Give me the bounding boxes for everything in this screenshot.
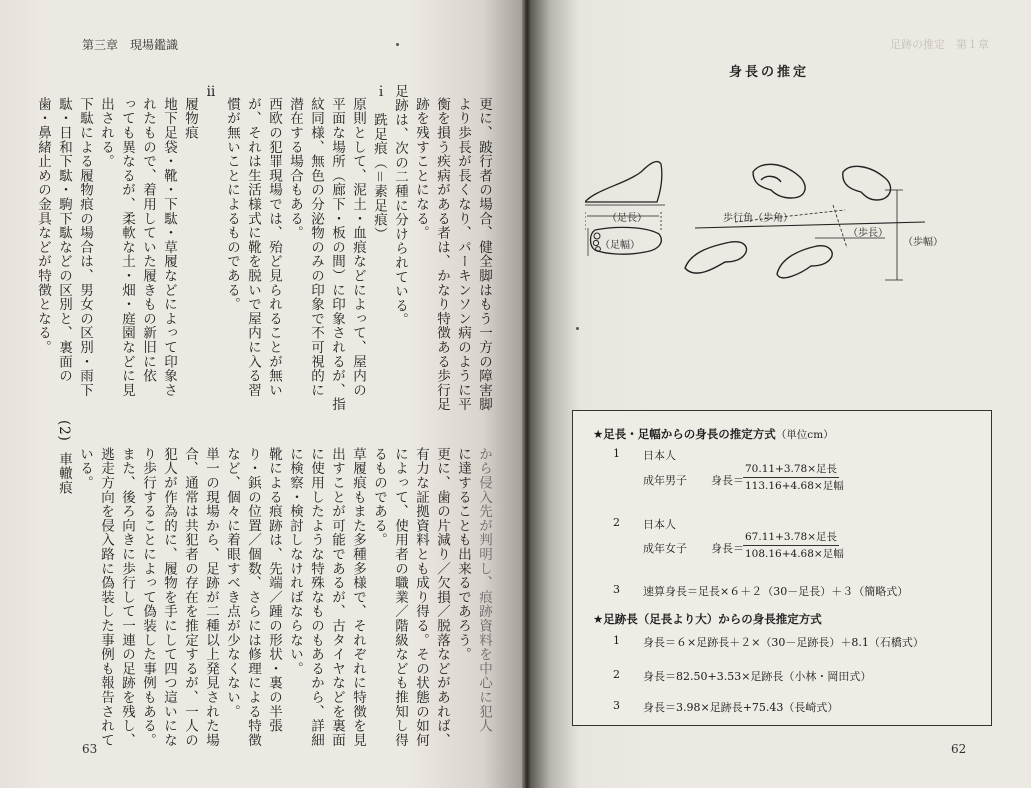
text-column: 犯人が作為的に、履物を手にして四つ這いにな bbox=[161, 447, 177, 748]
text-column: いる。 bbox=[77, 447, 93, 490]
diagram-title: 身長の推定 bbox=[728, 65, 809, 80]
label-foot-length: （足長） bbox=[607, 213, 647, 224]
text-column: 跡を残すことになる。 bbox=[413, 97, 429, 240]
item-number: 3 bbox=[613, 583, 620, 596]
text-column: 平面な場所（廊下・板の間）に印象されるが、指 bbox=[329, 97, 345, 412]
formula-header-2: ★足跡長（足長より大）からの身長推定方式 bbox=[593, 612, 822, 626]
text-column: に使用したような特殊なものもあるから、詳細 bbox=[308, 447, 324, 748]
formula-text: 身長＝６×足跡長＋２×（30－足跡長）＋8.1（石橋式） bbox=[643, 636, 924, 649]
formula-header-1 bbox=[593, 426, 834, 442]
formula-denominator: 108.16+4.68×足幅 bbox=[745, 548, 844, 560]
text-column: り・鋲の位置／個数、さらには修理による特徴 bbox=[245, 447, 261, 748]
text-column: より歩長が長くなり、パーキンソン病のように平 bbox=[455, 97, 471, 412]
text-column: から侵入先が判明し、痕跡資料を中心に犯人 bbox=[476, 447, 492, 733]
formula-lhs: 身長＝ bbox=[711, 542, 744, 555]
right-page bbox=[530, 0, 1031, 788]
text-column: 紋同様、無色の分泌物のみの印象で不可視的に bbox=[308, 97, 324, 398]
section-number: (2) bbox=[56, 420, 72, 442]
text-column: 更に、歯の片減り／欠損／脱落などがあれば、 bbox=[434, 447, 450, 748]
text-column: によって、使用者の職業／階級なども推知し得 bbox=[392, 447, 408, 748]
item-sub-label: 成年女子 bbox=[643, 542, 687, 555]
item-number: 2 bbox=[613, 516, 620, 529]
item-label: 日本人 bbox=[643, 518, 676, 531]
faint-header: 足跡の推定 第１章 bbox=[890, 38, 989, 51]
item-sub-label: 成年男子 bbox=[643, 474, 687, 487]
formula-numerator: 67.11+3.78×足長 bbox=[743, 529, 839, 546]
text-column: れたもので、着用していた履きもの新旧に依 bbox=[140, 97, 156, 383]
text-column: 出すことが可能であるが、古タイヤなどを裏面 bbox=[329, 447, 345, 748]
text-column: など、個々に着眼すべき点が少なくない。 bbox=[224, 447, 240, 719]
text-column: 靴による痕跡は、先端／踵の形状・裏の半張 bbox=[266, 447, 282, 733]
text-column: 更に、跛行者の場合、健全脚はもう一方の障害脚 bbox=[476, 97, 492, 412]
text-column: 西欧の犯罪現場では、殆ど見られることが無い bbox=[266, 97, 282, 398]
text-column: が、それは生活様式に靴を脱いで屋内に入る習 bbox=[245, 97, 261, 398]
decorative-dot bbox=[576, 327, 579, 330]
label-step-width: （歩幅） bbox=[903, 237, 943, 248]
formula-denominator: 113.16+4.68×足幅 bbox=[745, 480, 844, 492]
text-column: 合、通常は共犯者の存在を推定するが、一人の bbox=[182, 447, 198, 748]
text-column: るものである。 bbox=[371, 447, 387, 548]
text-column: り歩行することによって偽装した事例もある。 bbox=[140, 447, 156, 748]
text-column: 下駄による履物痕の場合は、男女の区別・雨下 bbox=[77, 97, 93, 398]
text-column: に達することも出来るであろう。 bbox=[455, 447, 471, 662]
item-number: 1 bbox=[613, 447, 620, 460]
text-column: 地下足袋・靴・下駄・草履などによって印象さ bbox=[161, 97, 177, 398]
formula-text: 速算身長＝足長×６＋２（30－足長）＋３（簡略式） bbox=[643, 585, 909, 598]
page-header: 第三章 現場鑑識 bbox=[82, 38, 179, 52]
text-column: 足跡は、次の二種に分けられている。 bbox=[392, 84, 408, 328]
label-walk-angle: 歩行角（歩角） bbox=[723, 213, 793, 224]
text-column: 原則として、泥土・血痕などによって、屋内の bbox=[350, 97, 366, 398]
page-number: 62 bbox=[951, 742, 967, 756]
text-column: 単一の現場から、足跡が二種以上発見された場 bbox=[203, 447, 219, 748]
formula-text: 身長＝3.98×足跡長+75.43（長崎式） bbox=[643, 701, 839, 714]
formula-header-1-text: ★足長・足幅からの身長の推定方式 bbox=[593, 427, 776, 441]
text-column: ⅱ bbox=[203, 84, 219, 101]
text-column: ｉ 跣足痕（＝素足痕） bbox=[371, 84, 387, 242]
label-foot-width: （足幅） bbox=[600, 240, 640, 251]
decorative-dot bbox=[396, 43, 399, 46]
text-column: 歯・鼻緒止めの金具などが特徴となる。 bbox=[35, 97, 51, 355]
formula-header-1-unit: （単位cm） bbox=[775, 429, 834, 441]
text-column: 逃走方向を侵入路に偽装した事例も報告されて bbox=[98, 447, 114, 748]
section-title: 車轍痕 bbox=[56, 452, 72, 495]
text-column: 慣が無いことによるものである。 bbox=[224, 97, 240, 312]
item-number: 1 bbox=[613, 634, 620, 647]
page-number: 63 bbox=[82, 742, 98, 756]
text-column: 有力な証拠資料とも成り得る。その状態の如何 bbox=[413, 447, 429, 748]
footprint-diagram bbox=[585, 150, 975, 300]
formula-box bbox=[572, 410, 992, 726]
text-column: っても異なるが、柔軟な土・畑・庭園などに見 bbox=[119, 97, 135, 398]
text-column: 出される。 bbox=[98, 97, 114, 169]
text-column: 潜在する場合もある。 bbox=[287, 97, 303, 240]
text-column: また、後ろ向きに歩行して一連の足跡を残し、 bbox=[119, 447, 135, 748]
text-column: 衡を損う疾病がある者は、かなり特徴ある歩行足 bbox=[434, 97, 450, 412]
text-column: 草履痕もまた多種多様で、それぞれに特徴を見 bbox=[350, 447, 366, 748]
text-column: 駄・日和下駄・駒下駄などの区別と、裏面の bbox=[56, 97, 72, 383]
item-label: 日本人 bbox=[643, 449, 676, 462]
label-step-length: （歩長） bbox=[848, 228, 888, 239]
text-column: 履物痕 bbox=[182, 97, 198, 140]
formula-lhs: 身長＝ bbox=[711, 474, 744, 487]
item-number: 3 bbox=[613, 699, 620, 712]
formula-numerator: 70.11+3.78×足長 bbox=[743, 461, 839, 478]
text-column: に検察・検討しなければならない。 bbox=[287, 447, 303, 676]
item-number: 2 bbox=[613, 668, 620, 681]
formula-text: 身長＝82.50+3.53×足跡長（小林・岡田式） bbox=[643, 670, 872, 683]
